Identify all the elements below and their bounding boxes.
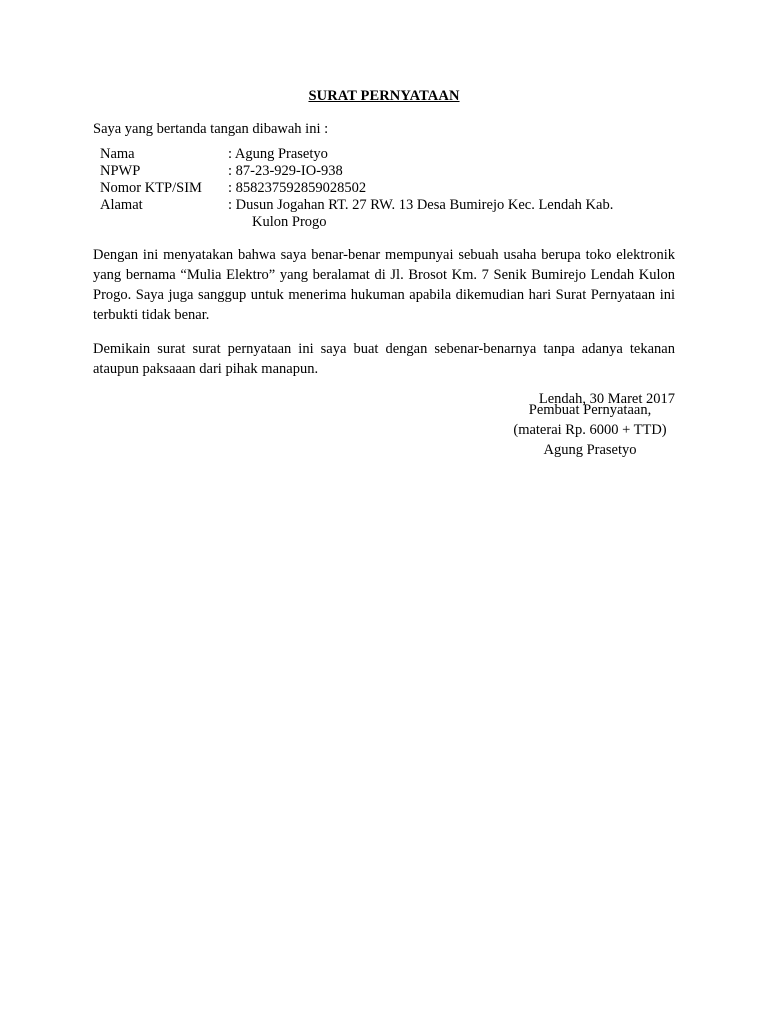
- signer-name: Agung Prasetyo: [543, 442, 637, 458]
- place-date: Lendah, 30 Maret 2017: [538, 391, 675, 407]
- signer-role: Pembuat Pernyataan,: [528, 402, 652, 418]
- identity-table: [100, 146, 613, 231]
- signature-block: [490, 400, 690, 460]
- address-line-1: : Dusun Jogahan RT. 27 RW. 13 Desa Bumirejo Kec. Lendah Kab.: [228, 197, 614, 213]
- field-value: : 87-23-929-IO-938: [228, 163, 343, 179]
- field-label: Alamat: [100, 197, 143, 213]
- field-value: : 858237592859028502: [228, 180, 367, 196]
- field-value: : Agung Prasetyo: [228, 146, 328, 162]
- document-title: SURAT PERNYATAAN: [308, 88, 460, 104]
- closing-paragraph: Demikain surat surat pernyataan ini saya buat dengan sebenar-benarnya tanpa adanya tekanan ataupun paksaaan dari pihak manapun.: [93, 341, 675, 377]
- identity-row-ktp: [100, 180, 613, 197]
- identity-row-npwp: [100, 163, 613, 180]
- stamp-note: (materai Rp. 6000 + TTD): [513, 422, 667, 438]
- field-label: Nomor KTP/SIM: [100, 180, 202, 196]
- identity-row-alamat: [100, 197, 613, 231]
- intro-text: Saya yang bertanda tangan dibawah ini :: [93, 121, 329, 137]
- field-label: Nama: [100, 146, 135, 162]
- field-label: NPWP: [100, 163, 141, 179]
- identity-row-nama: [100, 146, 613, 163]
- address-line-2: Kulon Progo: [252, 214, 327, 230]
- statement-paragraph: Dengan ini menyatakan bahwa saya benar-benar mempunyai sebuah usaha berupa toko elektronik yang bernama “Mulia Elektro” yang beralamat di Jl. Brosot Km. 7 Senik Bumirejo Lendah Kulon Progo. Saya juga sanggup untuk menerima hukuman apabila dikemudian hari Surat Pernyataan ini terbukti tidak benar.: [93, 247, 675, 323]
- field-value-address: [228, 197, 613, 231]
